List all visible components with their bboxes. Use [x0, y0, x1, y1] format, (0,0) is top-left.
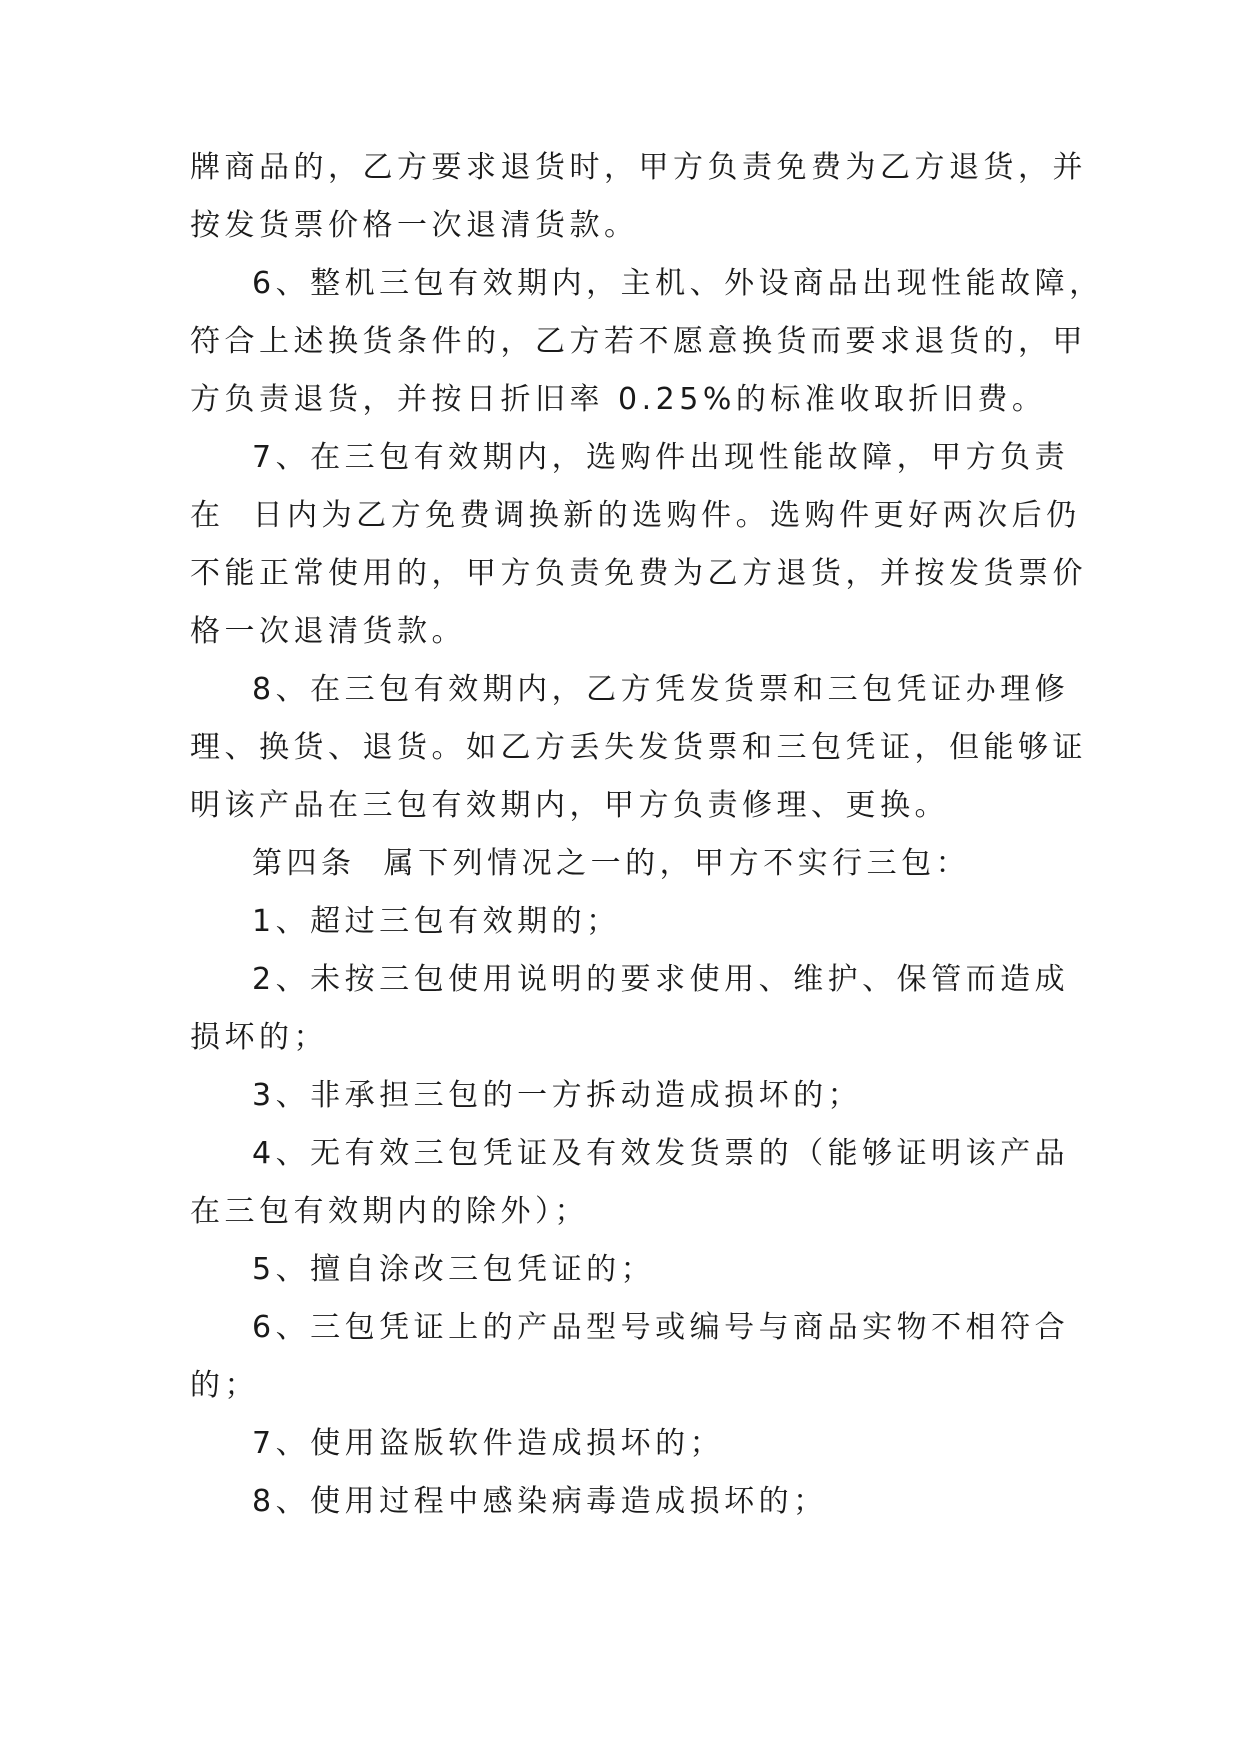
text-line: 损坏的； [190, 1020, 328, 1055]
section-heading: 第四条 属下列情况之一的，甲方不实行三包： [252, 846, 971, 881]
text-line: 2、未按三包使用说明的要求使用、维护、保管而造成 [252, 962, 1070, 997]
text-line: 7、使用盗版软件造成损坏的； [252, 1426, 725, 1461]
text-line: 的； [190, 1368, 259, 1403]
text-line: 8、使用过程中感染病毒造成损坏的； [252, 1484, 828, 1519]
text-line: 方负责退货，并按日折旧率 0.25%的标准收取折旧费。 [190, 382, 1047, 417]
text-line: 符合上述换货条件的，乙方若不愿意换货而要求退货的，甲 [190, 324, 1087, 359]
text-line: 7、在三包有效期内，选购件出现性能故障，甲方负责 [252, 440, 1070, 475]
text-line: 格一次退清货款。 [190, 614, 466, 649]
text-line: 在 日内为乙方免费调换新的选购件。选购件更好两次后仍 [190, 498, 1081, 533]
text-line: 理、换货、退货。如乙方丢失发货票和三包凭证，但能够证 [190, 730, 1087, 765]
text-line: 牌商品的，乙方要求退货时，甲方负责免费为乙方退货，并 [190, 150, 1087, 185]
text-line: 3、非承担三包的一方拆动造成损坏的； [252, 1078, 863, 1113]
text-line: 明该产品在三包有效期内，甲方负责修理、更换。 [190, 788, 949, 823]
text-line: 1、超过三包有效期的； [252, 904, 621, 939]
text-line: 5、擅自涂改三包凭证的； [252, 1252, 656, 1287]
text-line: 6、三包凭证上的产品型号或编号与商品实物不相符合 [252, 1310, 1070, 1345]
text-line: 4、无有效三包凭证及有效发货票的（能够证明该产品 [252, 1136, 1070, 1171]
text-line: 不能正常使用的，甲方负责免费为乙方退货，并按发货票价 [190, 556, 1087, 591]
text-line: 按发货票价格一次退清货款。 [190, 208, 639, 243]
text-line: 在三包有效期内的除外）； [190, 1194, 589, 1229]
text-line: 6、整机三包有效期内，主机、外设商品出现性能故障， [252, 266, 1104, 301]
text-line: 8、在三包有效期内，乙方凭发货票和三包凭证办理修 [252, 672, 1070, 707]
